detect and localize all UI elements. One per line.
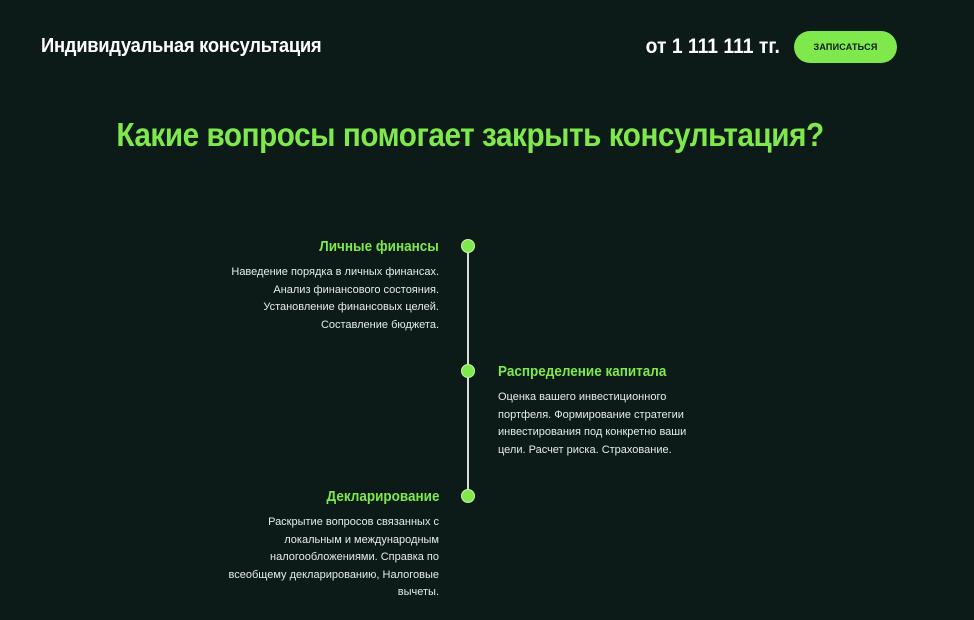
timeline-item-text-personal-finance	[231, 264, 439, 334]
text-line: всеобщему декларированию, Налоговые	[228, 568, 439, 581]
text-line: Раскрытие вопросов связанных с	[268, 516, 439, 528]
signup-button[interactable]: ЗАПИСАТЬСЯ	[794, 31, 897, 63]
text-line: Анализ финансового состояния.	[273, 283, 439, 296]
timeline-dot-capital-allocation	[461, 364, 475, 378]
text-line: портфеля. Формирование стратегии	[498, 408, 684, 421]
timeline-item-title-declaration: Декларирование	[326, 488, 439, 505]
timeline-item-text-capital-allocation	[498, 389, 686, 459]
timeline-item-title-personal-finance: Личные финансы	[319, 238, 439, 255]
text-line: налогообложениями. Справка по	[270, 551, 439, 563]
text-line: Составление бюджета.	[320, 318, 439, 331]
text-line: вычеты.	[397, 586, 439, 598]
section-heading: Какие вопросы помогает закрыть консультация?	[116, 116, 824, 153]
text-line: цели. Расчет риска. Страхование.	[498, 443, 672, 456]
price-label: от 1 111 111 тг.	[645, 35, 780, 58]
timeline-item-title-capital-allocation: Распределение капитала	[498, 363, 667, 380]
text-line: инвестирования под конкретно ваши	[498, 426, 687, 438]
text-line: Наведение порядка в личных финансах.	[231, 266, 439, 278]
timeline-dot-declaration	[461, 489, 475, 503]
header-title: Индивидуальная консультация	[41, 35, 322, 57]
text-line: локальным и международным	[284, 533, 439, 546]
timeline-dot-personal-finance	[461, 239, 475, 253]
timeline-item-text-declaration	[229, 514, 439, 602]
text-line: Установление финансовых целей.	[263, 301, 439, 313]
text-line: Оценка вашего инвестиционного	[498, 391, 667, 403]
